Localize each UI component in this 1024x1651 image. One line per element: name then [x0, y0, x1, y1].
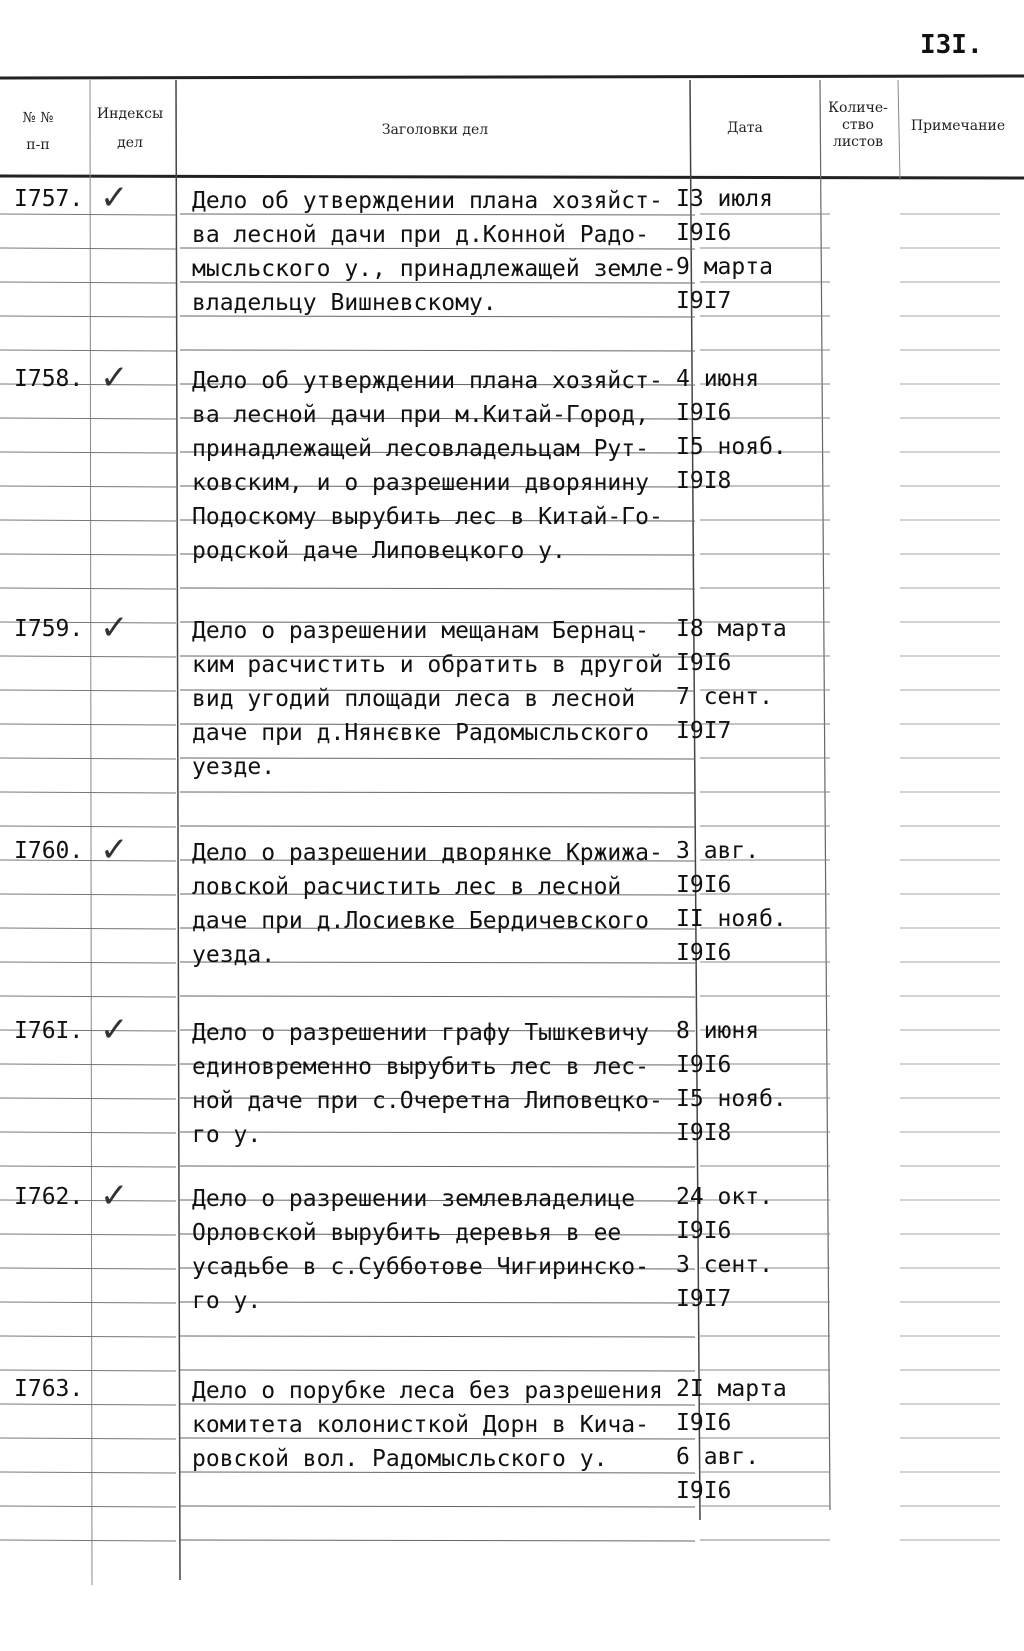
date-line: 3 сент. [676, 1252, 773, 1278]
entry-number: I76I. [14, 1018, 84, 1044]
rule-line [180, 1370, 695, 1371]
rule-line [180, 996, 695, 997]
date-line: 7 сент. [676, 684, 773, 710]
date-line: I9I6 [676, 940, 732, 966]
rule-line [0, 214, 176, 215]
date-line: I9I6 [676, 1052, 732, 1078]
date-line: 8 июня [676, 1018, 760, 1044]
title-line: единовременно вырубить лес в лес- [192, 1054, 649, 1080]
rule-line [90, 80, 92, 1585]
date-line: 2I марта [676, 1376, 787, 1402]
title-line: ва лесной дачи при д.Конной Радо- [192, 222, 649, 248]
header-note: Примечание [910, 118, 1006, 134]
rule-line [180, 1438, 695, 1439]
date-line: I9I6 [676, 1478, 732, 1504]
title-line: уезде. [192, 754, 276, 780]
title-line: усадьбе в с.Субботове Чигиринско- [192, 1254, 649, 1280]
rule-line [180, 1336, 695, 1337]
rule-line [0, 962, 176, 963]
rule-line [0, 690, 176, 691]
rule-line [0, 1336, 176, 1337]
check-mark: ✓ [100, 830, 129, 870]
title-line: Дело о порубке леса без разрешения [192, 1378, 663, 1404]
title-line: ной даче при с.Очеретна Липовецко- [192, 1088, 663, 1114]
rule-line [0, 928, 176, 929]
date-line: I5 нояб. [676, 434, 787, 460]
rule-line [0, 554, 176, 555]
title-line: владельцу Вишневскому. [192, 290, 497, 316]
rule-line [0, 1234, 176, 1235]
rule-line [176, 80, 180, 1580]
check-mark: ✓ [100, 1010, 129, 1050]
title-line: го у. [192, 1288, 262, 1314]
header-number: № № п-п [22, 110, 54, 153]
title-line: ким расчистить и обратить в другой [192, 652, 663, 678]
title-line: Дело об утверждении плана хозяйст- [192, 368, 663, 394]
rule-line [0, 486, 176, 487]
title-line: комитета колонисткой Дорн в Кича- [192, 1412, 649, 1438]
entry-number: I762. [14, 1184, 84, 1210]
rule-line [0, 1132, 176, 1133]
date-line: I9I6 [676, 872, 732, 898]
rule-line [0, 1098, 176, 1099]
date-line: 24 окт. [676, 1184, 773, 1210]
rule-line [0, 248, 176, 249]
rule-line [0, 176, 1024, 178]
entry-number: I763. [14, 1376, 84, 1402]
date-line: I9I6 [676, 650, 732, 676]
date-line: II нояб. [676, 906, 787, 932]
title-line: Дело о разрешении графу Тышкевичу [192, 1020, 649, 1046]
header-count: Количе- ство листов [828, 100, 888, 150]
date-line: I9I8 [676, 1120, 732, 1146]
title-line: даче при д.Нянєвке Радомысльского [192, 720, 649, 746]
title-line: ковским, и о разрешении дворянину [192, 470, 649, 496]
rule-line [180, 588, 695, 589]
rule-line [0, 1268, 176, 1269]
rule-line [180, 1472, 695, 1473]
check-mark: ✓ [100, 1176, 129, 1216]
title-line: мысльского у., принадлежащей земле- [192, 256, 677, 282]
entry-number: I758. [14, 366, 84, 392]
header-title: Заголовки дел [381, 122, 489, 138]
rule-line [0, 724, 176, 725]
date-line: I9I6 [676, 1218, 732, 1244]
page-number: I3I. [920, 30, 983, 60]
rule-line [0, 1472, 176, 1473]
date-line: 3 авг. [676, 838, 760, 864]
rule-line [0, 520, 176, 521]
date-line: I9I6 [676, 400, 732, 426]
date-line: I9I7 [676, 1286, 732, 1312]
date-line: I9I7 [676, 718, 732, 744]
entry-number: I759. [14, 616, 84, 642]
rule-line [0, 1506, 176, 1507]
rule-line [0, 350, 176, 351]
rule-line [180, 214, 695, 215]
date-line: I9I6 [676, 220, 732, 246]
title-line: Дело об утверждении плана хозяйст- [192, 188, 663, 214]
title-line: Орловской вырубить деревья в ее [192, 1220, 622, 1246]
rule-line [180, 1540, 695, 1541]
rule-line [0, 588, 176, 589]
check-mark: ✓ [100, 178, 129, 218]
rule-line [180, 350, 695, 351]
rule-line [0, 1370, 176, 1371]
rule-line [820, 80, 830, 1510]
title-line: принадлежащей лесовладельцам Рут- [192, 436, 649, 462]
rule-line [180, 1506, 695, 1507]
title-line: ва лесной дачи при м.Китай-Город, [192, 402, 649, 428]
title-line: ровской вол. Радомысльского у. [192, 1446, 608, 1472]
header-index: Индексы дел [96, 106, 164, 151]
rule-line [180, 1166, 695, 1167]
entry-number: I760. [14, 838, 84, 864]
rule-line [0, 76, 1024, 78]
rule-line [0, 316, 176, 317]
entry-number: I757. [14, 186, 84, 212]
rule-line [0, 418, 176, 419]
rule-line [180, 792, 695, 793]
rule-line [180, 826, 695, 827]
rule-line [0, 1540, 176, 1541]
title-line: уезда. [192, 942, 276, 968]
rule-line [0, 1064, 176, 1065]
rule-line [0, 1166, 176, 1167]
date-line: I5 нояб. [676, 1086, 787, 1112]
date-line: 4 июня [676, 366, 760, 392]
rule-line [0, 1404, 176, 1405]
title-line: Дело о разрешении мещанам Бернац- [192, 618, 649, 644]
title-line: Подоскому вырубить лес в Китай-Го- [192, 504, 663, 530]
rule-line [0, 758, 176, 759]
check-mark: ✓ [100, 358, 129, 398]
rule-line [0, 826, 176, 827]
date-line: I3 июля [676, 186, 773, 212]
check-mark: ✓ [100, 608, 129, 648]
date-line: I9I6 [676, 1410, 732, 1436]
rule-line [0, 792, 176, 793]
date-line: 9 марта [676, 254, 773, 280]
rule-line [0, 1302, 176, 1303]
title-line: родской даче Липовецкого у. [192, 538, 566, 564]
rule-line [180, 248, 695, 249]
title-line: вид угодий площади леса в лесной [192, 686, 636, 712]
rule-line [0, 452, 176, 453]
date-line: I9I8 [676, 468, 732, 494]
rule-line [180, 282, 695, 283]
title-line: даче при д.Лосиевке Бердичевского [192, 908, 649, 934]
rule-line [0, 894, 176, 895]
rule-line [0, 1438, 176, 1439]
rule-line [180, 1404, 695, 1405]
title-line: Дело о разрешении дворянке Кржижа- [192, 840, 663, 866]
rule-line [0, 656, 176, 657]
rule-line [0, 996, 176, 997]
date-line: 6 авг. [676, 1444, 760, 1470]
rule-line [180, 316, 695, 317]
date-line: I9I7 [676, 288, 732, 314]
header-date: Дата [727, 120, 763, 136]
title-line: Дело о разрешении землевладелице [192, 1186, 636, 1212]
date-line: I8 марта [676, 616, 787, 642]
title-line: го у. [192, 1122, 262, 1148]
title-line: ловской расчистить лес в лесной [192, 874, 622, 900]
rule-line [0, 282, 176, 283]
